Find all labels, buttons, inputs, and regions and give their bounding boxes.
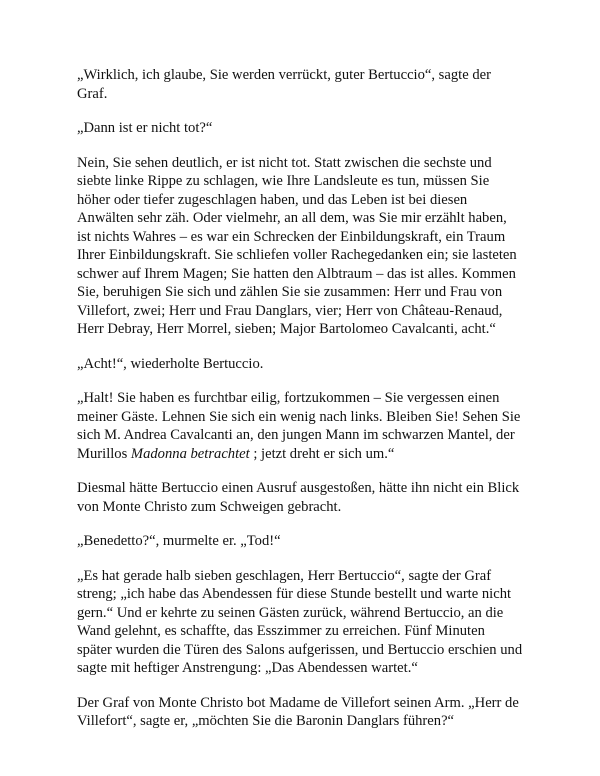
- paragraph: [77, 479, 547, 516]
- text-line: „Wirklich, ich glaube, Sie werden verrückt, guter Bertuccio“, sagte der: [77, 67, 491, 83]
- text-line: Der Graf von Monte Christo bot Madame de Villefort seinen Arm. „Herr de: [77, 694, 519, 711]
- paragraph: [77, 119, 547, 138]
- text-line: siebte linke Rippe zu schlagen, wie Ihre Landsleute es tun, müssen Sie: [77, 173, 490, 189]
- text-line: sich M. Andrea Cavalcanti an, den jungen Mann im schwarzen Mantel, der: [77, 427, 515, 443]
- text-line: Villefort, zwei; Herr und Frau Danglars, vier; Herr von Château-Renaud,: [77, 302, 503, 319]
- paragraph: [77, 567, 547, 678]
- text-line: Ihrer Einbildungskraft. Sie schliefen voller Rachegedanken ein; sie lasteten: [77, 247, 517, 263]
- paragraph: [77, 389, 547, 463]
- text-line: von Monte Christo zum Schweigen gebracht.: [77, 498, 342, 515]
- paragraph: [77, 66, 547, 103]
- text-run: Murillos: [77, 445, 131, 462]
- text-line: höher oder tiefer zugeschlagen haben, und das Leben ist bei diesen: [77, 191, 468, 208]
- text-line-with-italic: [77, 445, 547, 464]
- text-line: Villefort“, sagte er, „möchten Sie die Baronin Danglars führen?“: [77, 713, 455, 729]
- text-line: „Benedetto?“, murmelte er. „Tod!“: [77, 533, 281, 549]
- text-run: ; jetzt dreht er sich um.“: [249, 445, 395, 462]
- text-line: ist nichts Wahres – es war ein Schrecken der Einbildungskraft, ein Traum: [77, 228, 506, 245]
- text-line: Diesmal hätte Bertuccio einen Ausruf ausgestoßen, hätte ihn nicht ein Blick: [77, 480, 520, 496]
- text-line: Anwälten sehr zäh. Oder vielmehr, an all dem, was Sie mir erzählt haben,: [77, 210, 507, 226]
- italic-title: Madonna betrachtet: [130, 445, 250, 462]
- paragraph: [77, 694, 547, 731]
- text-line: Sie, beruhigen Sie sich und zählen Sie sie zusammen: Herr und Frau von: [77, 284, 503, 300]
- text-line: meiner Gäste. Lehnen Sie sich ein wenig nach links. Bleiben Sie! Sehen Sie: [77, 408, 521, 425]
- text-line: Graf.: [77, 85, 108, 102]
- paragraph: [77, 532, 547, 551]
- text-line: Nein, Sie sehen deutlich, er ist nicht tot. Statt zwischen die sechste und: [77, 154, 492, 171]
- document-page: [77, 66, 547, 747]
- paragraph: [77, 355, 547, 374]
- text-line: „Es hat gerade halb sieben geschlagen, Herr Bertuccio“, sagte der Graf: [77, 567, 492, 584]
- text-line: „Acht!“, wiederholte Bertuccio.: [77, 355, 264, 372]
- text-line: schwer auf Ihrem Magen; Sie hatten den Albtraum – das ist alles. Kommen: [77, 265, 516, 282]
- text-line: „Dann ist er nicht tot?“: [77, 120, 213, 136]
- text-line: Wand gelehnt, es schaffte, das Esszimmer zu erreichen. Fünf Minuten: [77, 623, 485, 639]
- text-line: sagte mit heftiger Anstrengung: „Das Abendessen wartet.“: [77, 660, 418, 676]
- text-line: Herr Debray, Herr Morrel, sieben; Major Bartolomeo Cavalcanti, acht.“: [77, 321, 496, 337]
- paragraph: [77, 154, 547, 339]
- text-line: später wurden die Türen des Salons aufgerissen, und Bertuccio erschien und: [77, 641, 523, 658]
- text-line: „Halt! Sie haben es furchtbar eilig, fortzukommen – Sie vergessen einen: [77, 390, 500, 406]
- text-line: streng; „ich habe das Abendessen für diese Stunde bestellt und warte nicht: [77, 586, 512, 602]
- text-line: gern.“ Und er kehrte zu seinen Gästen zurück, während Bertuccio, an die: [77, 604, 504, 621]
